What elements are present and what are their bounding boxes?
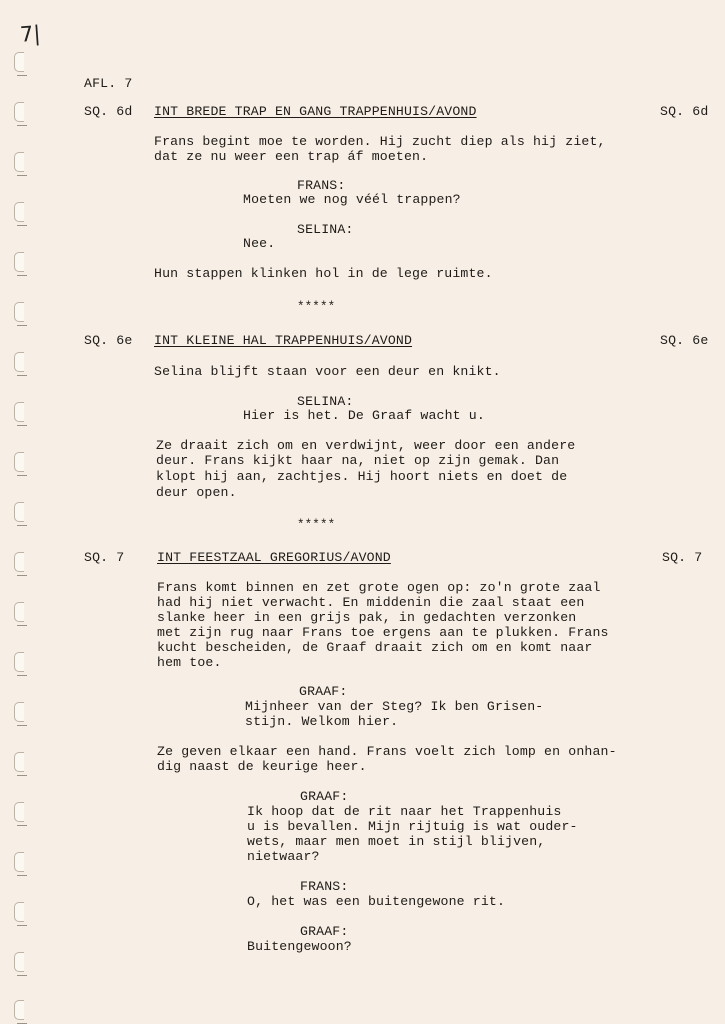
binder-hole — [14, 802, 24, 822]
dialogue-line: O, het was een buitengewone rit. — [247, 894, 506, 909]
handwritten-page-number: 7| — [19, 21, 42, 47]
action-line: klopt hij aan, zachtjes. Hij hoort niets en doet de — [156, 469, 568, 484]
scene-separator: ***** — [297, 518, 336, 532]
scene-heading: INT FEESTZAAL GREGORIUS/AVOND — [157, 550, 391, 565]
character-name: SELINA: — [297, 394, 354, 409]
dialogue-line: stijn. Welkom hier. — [245, 714, 399, 729]
action-line: dat ze nu weer een trap áf moeten. — [154, 149, 429, 164]
dialogue-line: Hier is het. De Graaf wacht u. — [243, 408, 485, 423]
binder-hole — [14, 102, 24, 122]
dialogue-line: wets, maar men moet in stijl blijven, — [247, 834, 546, 849]
character-name: SELINA: — [297, 222, 354, 237]
scene-number-right: SQ. 7 — [662, 550, 703, 565]
scene-heading: INT BREDE TRAP EN GANG TRAPPENHUIS/AVOND — [154, 104, 477, 119]
binder-hole — [14, 152, 24, 172]
dialogue-line: Moeten we nog véél trappen? — [243, 192, 461, 207]
character-name: GRAAF: — [300, 924, 349, 939]
action-line: deur. Frans kijkt haar na, niet op zijn gemak. Dan — [156, 453, 560, 468]
binder-hole — [14, 1000, 24, 1020]
scene-number-left: SQ. 6d — [84, 104, 133, 119]
action-line: Hun stappen klinken hol in de lege ruimte. — [154, 266, 493, 281]
binder-hole — [14, 702, 24, 722]
binder-hole — [14, 502, 24, 522]
binder-hole — [14, 952, 24, 972]
action-line: hem toe. — [157, 655, 222, 670]
dialogue-line: Ik hoop dat de rit naar het Trappenhuis — [247, 804, 562, 819]
episode-label: AFL. 7 — [84, 76, 133, 91]
binder-hole — [14, 352, 24, 372]
binder-hole — [14, 202, 24, 222]
action-line: met zijn rug naar Frans toe ergens aan te plukken. Frans — [157, 625, 609, 640]
binder-hole — [14, 602, 24, 622]
action-line: kucht bescheiden, de Graaf draait zich om en komt naar — [157, 640, 593, 655]
dialogue-line: Nee. — [243, 236, 276, 251]
dialogue-line: Buitengewoon? — [247, 939, 352, 954]
binder-hole — [14, 902, 24, 922]
scene-separator: ***** — [297, 300, 336, 314]
binder-hole — [14, 302, 24, 322]
action-line: Ze draait zich om en verdwijnt, weer door een andere — [156, 438, 576, 453]
character-name: FRANS: — [297, 178, 346, 193]
action-line: deur open. — [156, 485, 237, 500]
binder-hole — [14, 852, 24, 872]
binder-hole — [14, 402, 24, 422]
binder-hole — [14, 452, 24, 472]
scene-number-left: SQ. 7 — [84, 550, 125, 565]
action-line: Frans begint moe te worden. Hij zucht diep als hij ziet, — [154, 134, 606, 149]
action-line: slanke heer in een grijs pak, in gedachten verzonken — [157, 610, 577, 625]
action-line: Selina blijft staan voor een deur en knikt. — [154, 364, 501, 379]
action-line: Ze geven elkaar een hand. Frans voelt zich lomp en onhan- — [157, 744, 617, 759]
dialogue-line: Mijnheer van der Steg? Ik ben Grisen- — [245, 699, 544, 714]
action-line: dig naast de keurige heer. — [157, 759, 367, 774]
dialogue-line: u is bevallen. Mijn rijtuig is wat ouder- — [247, 819, 578, 834]
character-name: GRAAF: — [300, 789, 349, 804]
binder-hole — [14, 52, 24, 72]
binder-hole — [14, 552, 24, 572]
scene-number-left: SQ. 6e — [84, 333, 133, 348]
dialogue-line: nietwaar? — [247, 849, 320, 864]
scene-number-right: SQ. 6d — [660, 104, 709, 119]
scene-heading: INT KLEINE HAL TRAPPENHUIS/AVOND — [154, 333, 413, 348]
binder-hole — [14, 252, 24, 272]
character-name: GRAAF: — [299, 684, 348, 699]
character-name: FRANS: — [300, 879, 349, 894]
action-line: had hij niet verwacht. En middenin die zaal staat een — [157, 595, 585, 610]
binder-hole — [14, 752, 24, 772]
scene-number-right: SQ. 6e — [660, 333, 709, 348]
action-line: Frans komt binnen en zet grote ogen op: zo'n grote zaal — [157, 580, 601, 595]
binder-hole — [14, 652, 24, 672]
